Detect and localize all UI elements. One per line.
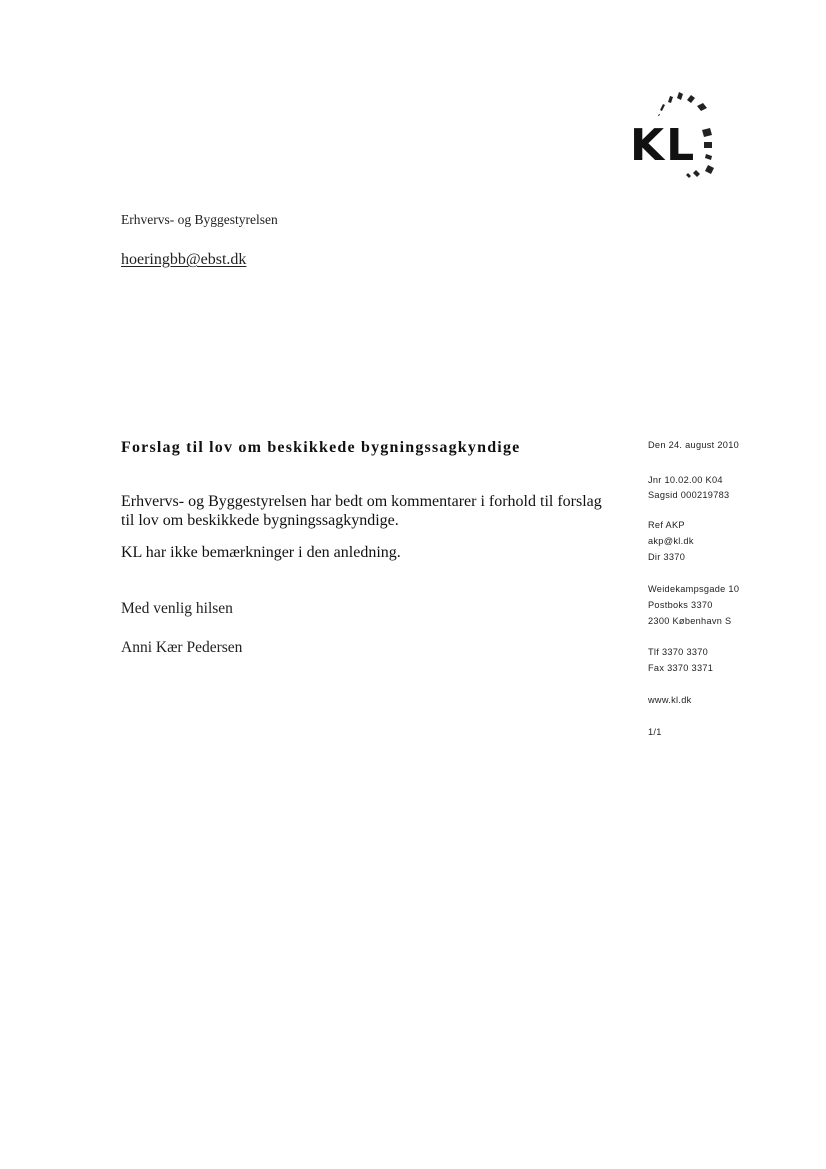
postal-city: 2300 København S <box>648 616 732 626</box>
fax-number: Fax 3370 3371 <box>648 663 714 673</box>
logo-wordmark: KL <box>630 120 697 171</box>
letter-subject: Forslag til lov om beskikkede bygningssagkyndige <box>121 439 521 456</box>
direct-phone: Dir 3370 <box>648 552 686 562</box>
closing-greeting: Med venlig hilsen <box>121 600 233 617</box>
body-paragraph-2: KL har ikke bemærkninger i den anledning. <box>121 544 401 561</box>
letter-date: Den 24. august 2010 <box>648 440 740 450</box>
page-number: 1/1 <box>648 727 662 737</box>
phone-number: Tlf 3370 3370 <box>648 647 709 657</box>
journal-number: Jnr 10.02.00 K04 <box>648 475 723 485</box>
recipient-email-link[interactable]: hoeringbb@ebst.dk <box>121 251 247 268</box>
case-id: Sagsid 000219783 <box>648 490 730 500</box>
kl-logo <box>626 88 730 188</box>
body-paragraph-1: Erhvervs- og Byggestyrelsen har bedt om kommentarer i forhold til forslag til lov om beskikkede bygningssagkyndige. <box>121 493 602 529</box>
reference-email: akp@kl.dk <box>648 536 694 546</box>
postbox: Postboks 3370 <box>648 600 713 610</box>
recipient-name: Erhvervs- og Byggestyrelsen <box>121 212 278 227</box>
reference: Ref AKP <box>648 520 685 530</box>
street-address: Weidekampsgade 10 <box>648 584 740 594</box>
signature-name: Anni Kær Pedersen <box>121 639 243 656</box>
website: www.kl.dk <box>648 695 692 705</box>
